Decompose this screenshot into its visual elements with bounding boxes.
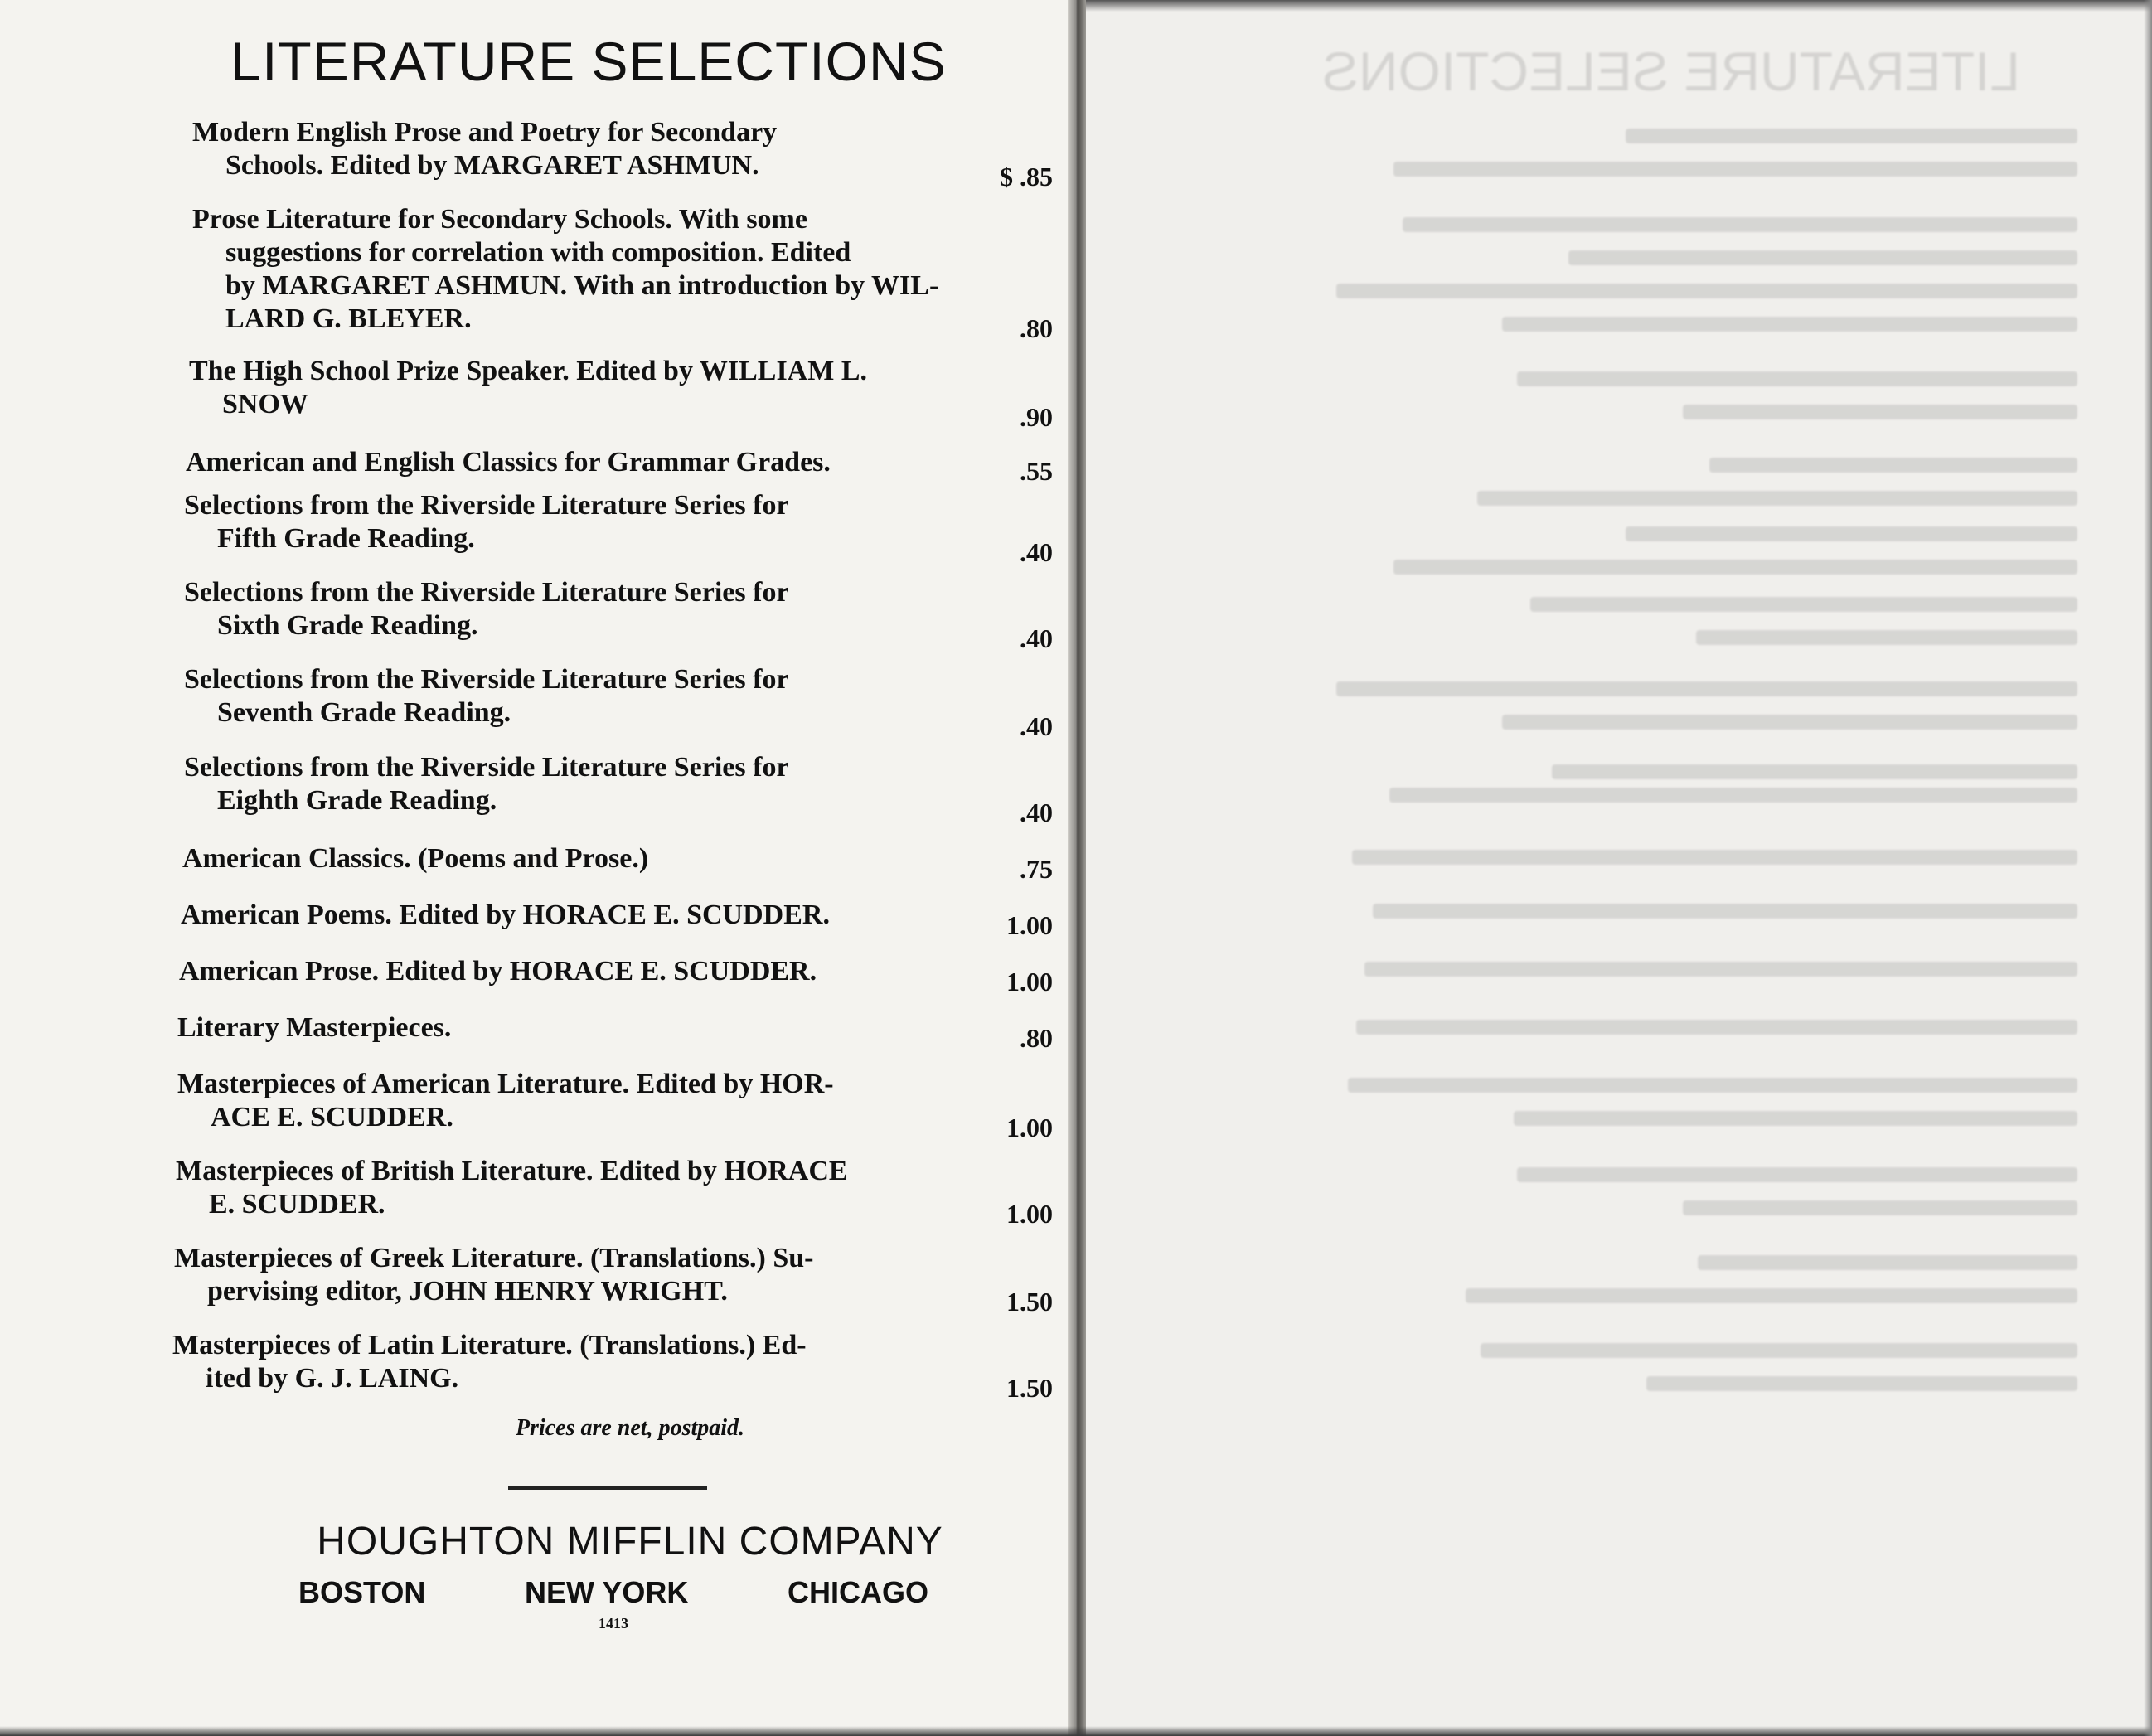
ghost-line	[1393, 560, 2077, 575]
bleed-through-text	[1086, 0, 2152, 1736]
entry-description	[177, 1068, 940, 1134]
ghost-line	[1626, 129, 2077, 143]
entry-line: American and English Classics for Grammar Grades.	[186, 447, 831, 478]
bottom-shadow	[0, 1726, 2152, 1736]
entry-description	[184, 663, 947, 730]
entry-price: 1.00	[1006, 910, 1053, 940]
entry-description	[179, 955, 942, 988]
page-title: LITERATURE SELECTIONS	[230, 31, 947, 92]
ghost-line	[1348, 1078, 2077, 1093]
ghost-line	[1709, 458, 2077, 473]
entry-line: LARD G. BLEYER.	[225, 303, 472, 334]
city-new-york: NEW YORK	[525, 1575, 689, 1609]
catalog-entry	[192, 203, 955, 336]
entry-price: .90	[1020, 402, 1053, 432]
ghost-line	[1683, 1200, 2077, 1215]
catalog-entry	[177, 1011, 940, 1045]
catalog-entry	[184, 751, 947, 817]
ghost-line	[1514, 1111, 2077, 1126]
ghost-line	[1356, 1020, 2077, 1035]
ghost-line	[1393, 162, 2077, 177]
ghost-line	[1696, 630, 2077, 645]
entry-line: The High School Prize Speaker. Edited by WILLIAM L.	[189, 356, 867, 386]
catalog-entry	[182, 842, 945, 875]
entry-line: Schools. Edited by MARGARET ASHMUN.	[225, 150, 759, 181]
entry-price: 1.50	[1006, 1373, 1053, 1403]
catalog-entry	[186, 446, 948, 479]
entry-description	[176, 1155, 938, 1221]
entry-line: Selections from the Riverside Literature Series for	[184, 664, 789, 695]
ghost-line	[1530, 597, 2077, 612]
ghost-line	[1389, 788, 2077, 803]
ghost-line	[1403, 217, 2077, 232]
entry-description	[186, 446, 948, 479]
divider-rule	[508, 1486, 707, 1490]
entry-line: Eighth Grade Reading.	[217, 785, 497, 816]
entry-description	[174, 1242, 937, 1308]
entry-price: $ .85	[1000, 162, 1053, 192]
entry-line: Modern English Prose and Poetry for Secondary	[192, 117, 778, 148]
ghost-line	[1646, 1376, 2077, 1391]
entry-line: Seventh Grade Reading.	[217, 697, 511, 728]
city-boston: BOSTON	[298, 1575, 426, 1609]
entry-line: Masterpieces of Latin Literature. (Translations.) Ed-	[172, 1330, 807, 1360]
entry-description	[192, 116, 955, 182]
entry-description	[182, 842, 945, 875]
catalog-entry	[177, 1068, 940, 1134]
catalog-entry	[184, 489, 947, 555]
entry-price: .40	[1020, 711, 1053, 741]
publisher-name: HOUGHTON MIFFLIN COMPANY	[317, 1520, 943, 1564]
entry-line: Selections from the Riverside Literature Series for	[184, 490, 789, 521]
ghost-line	[1552, 764, 2077, 779]
ghost-line	[1626, 526, 2077, 541]
entry-line: ited by G. J. LAING.	[206, 1363, 459, 1394]
price-note: Prices are net, postpaid.	[515, 1415, 745, 1441]
entry-price: .75	[1020, 854, 1053, 884]
catalog-entry	[174, 1242, 937, 1308]
entry-line: Sixth Grade Reading.	[217, 610, 478, 641]
entry-line: by MARGARET ASHMUN. With an introduction by WIL-	[225, 270, 939, 301]
entry-description	[184, 576, 947, 643]
entry-description	[189, 355, 952, 421]
entry-line: Prose Literature for Secondary Schools. With some	[192, 204, 807, 235]
ghost-line	[1502, 317, 2077, 332]
entry-description	[184, 489, 947, 555]
catalog-entry	[172, 1329, 935, 1395]
entry-price: .40	[1020, 798, 1053, 827]
entry-line: suggestions for correlation with composition. Edited	[225, 237, 851, 268]
entry-description	[172, 1329, 935, 1395]
ghost-line	[1568, 250, 2077, 265]
entry-line: Fifth Grade Reading.	[217, 523, 475, 554]
entry-line: pervising editor, JOHN HENRY WRIGHT.	[207, 1276, 728, 1307]
ghost-line	[1698, 1255, 2077, 1270]
ghost-line	[1517, 1167, 2077, 1182]
entry-line: ACE E. SCUDDER.	[211, 1102, 453, 1132]
entry-line: American Poems. Edited by HORACE E. SCUDDER.	[181, 900, 830, 930]
ghost-line	[1683, 405, 2077, 419]
entry-line: Masterpieces of American Literature. Edited by HOR-	[177, 1069, 834, 1099]
entry-description	[192, 203, 955, 336]
entry-price: 1.00	[1006, 967, 1053, 997]
entry-price: .40	[1020, 537, 1053, 567]
catalog-entry	[189, 355, 952, 421]
entry-price: .80	[1020, 1023, 1053, 1053]
entry-price: 1.00	[1006, 1199, 1053, 1229]
entry-line: American Classics. (Poems and Prose.)	[182, 843, 649, 874]
entry-line: Literary Masterpieces.	[177, 1012, 452, 1043]
right-edge	[2144, 0, 2152, 1736]
entry-price: 1.00	[1006, 1113, 1053, 1142]
city-chicago: CHICAGO	[788, 1575, 928, 1609]
entry-description	[181, 899, 943, 932]
ghost-line	[1502, 715, 2077, 730]
ghost-line	[1336, 681, 2077, 696]
ghost-line	[1517, 371, 2077, 386]
ghost-line	[1352, 850, 2077, 865]
catalog-entry	[184, 576, 947, 643]
entry-price: .55	[1020, 456, 1053, 486]
entry-price: .40	[1020, 623, 1053, 653]
entry-line: Masterpieces of Greek Literature. (Translations.) Su-	[174, 1243, 814, 1273]
catalog-entry	[176, 1155, 938, 1221]
entry-line: E. SCUDDER.	[209, 1189, 385, 1220]
ghost-line	[1373, 904, 2077, 919]
entry-line: Selections from the Riverside Literature Series for	[184, 577, 789, 608]
ghost-line	[1336, 284, 2077, 298]
top-shadow	[1086, 0, 2152, 12]
ghost-line	[1477, 491, 2077, 506]
entry-price: .80	[1020, 313, 1053, 343]
entry-line: Selections from the Riverside Literature Series for	[184, 752, 789, 783]
catalog-entry	[192, 116, 955, 182]
publisher-cities	[298, 1575, 928, 1610]
book-gutter	[1068, 0, 1086, 1736]
entry-price: 1.50	[1006, 1287, 1053, 1317]
entry-line: American Prose. Edited by HORACE E. SCUDDER.	[179, 956, 817, 987]
catalog-entry	[179, 955, 942, 988]
ghost-line	[1481, 1343, 2077, 1358]
catalog-entry	[184, 663, 947, 730]
ghost-line	[1364, 962, 2077, 977]
ghost-title: LITERATURE SELECTIONS	[1321, 41, 2021, 102]
print-code: 1413	[599, 1615, 628, 1632]
entry-line: SNOW	[222, 389, 308, 419]
ghost-line	[1466, 1288, 2077, 1303]
catalog-entry	[181, 899, 943, 932]
entry-description	[184, 751, 947, 817]
entry-description	[177, 1011, 940, 1045]
entry-line: Masterpieces of British Literature. Edited by HORACE	[176, 1156, 848, 1186]
